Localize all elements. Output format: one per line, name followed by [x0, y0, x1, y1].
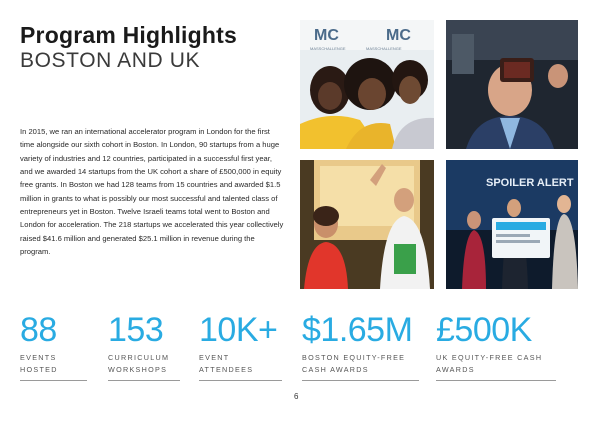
photo-participants-group — [300, 20, 434, 149]
stat-label — [20, 352, 87, 376]
stat-label-line-1: BOSTON EQUITY-FREE — [302, 353, 406, 362]
body-paragraph: In 2015, we ran an international accelerator program in London for the first time alongside our sixth cohort in Boston. In London, 90 startups from a huge variety of industries and 12 countries, participated in a successful first year, and we awarded 14 startups from the UK cohort a share of £500,000 in equity free grants. In Boston we had 128 teams from 15 countries and awarded $1.5 million in grants to what is possibly our most successful and talented class of entrepreneurs yet in Boston. Twelve Israeli teams total went to Boston and London for acceleration. The 218 startups we accelerated this year collectively raised $41.6 million and generated $25.1 million in revenue during the program. — [20, 127, 284, 257]
stat-label-line-1: EVENT — [199, 353, 230, 362]
stage-banner-text: SPOILER ALERT — [486, 177, 574, 189]
photo-celebration — [300, 160, 434, 289]
stat-value: 88 — [20, 311, 57, 349]
photo-award-stage — [446, 160, 578, 289]
stat-label — [436, 352, 556, 376]
stat-event-attendees — [199, 312, 282, 381]
banner-text-right: MASSCHALLENGE — [366, 46, 402, 51]
stat-events-hosted — [20, 312, 87, 381]
stat-label-line-1: CURRICULUM — [108, 353, 170, 362]
page-subtitle: BOSTON AND UK — [20, 49, 201, 72]
stat-label — [108, 352, 180, 376]
stat-value: £500K — [436, 311, 532, 349]
mc-logo-right: MC — [386, 27, 411, 44]
stat-label-line-2: HOSTED — [20, 365, 58, 374]
stat-divider — [199, 380, 282, 381]
stat-label-line-2: ATTENDEES — [199, 365, 254, 374]
banner-text-left: MASSCHALLENGE — [310, 46, 346, 51]
stat-divider — [436, 380, 556, 381]
stat-divider — [20, 380, 87, 381]
page-number: 6 — [294, 392, 299, 401]
stat-label-line-2: AWARDS — [436, 365, 475, 374]
stat-value: 153 — [108, 311, 164, 349]
mc-logo-left: MC — [314, 27, 339, 44]
stat-uk-cash-awards — [436, 312, 556, 381]
stat-boston-cash-awards — [302, 312, 419, 381]
stat-label-line-2: CASH AWARDS — [302, 365, 369, 374]
stat-label — [199, 352, 282, 376]
stat-divider — [302, 380, 419, 381]
stat-value: $1.65M — [302, 311, 413, 349]
stat-label — [302, 352, 419, 376]
stat-label-line-1: EVENTS — [20, 353, 57, 362]
stat-value: 10K+ — [199, 311, 278, 349]
stat-label-line-2: WORKSHOPS — [108, 365, 168, 374]
photo-man-with-device — [446, 20, 578, 149]
stat-curriculum-workshops — [108, 312, 180, 381]
stat-label-line-1: UK EQUITY-FREE CASH — [436, 353, 543, 362]
page-title: Program Highlights — [20, 22, 238, 48]
stat-divider — [108, 380, 180, 381]
